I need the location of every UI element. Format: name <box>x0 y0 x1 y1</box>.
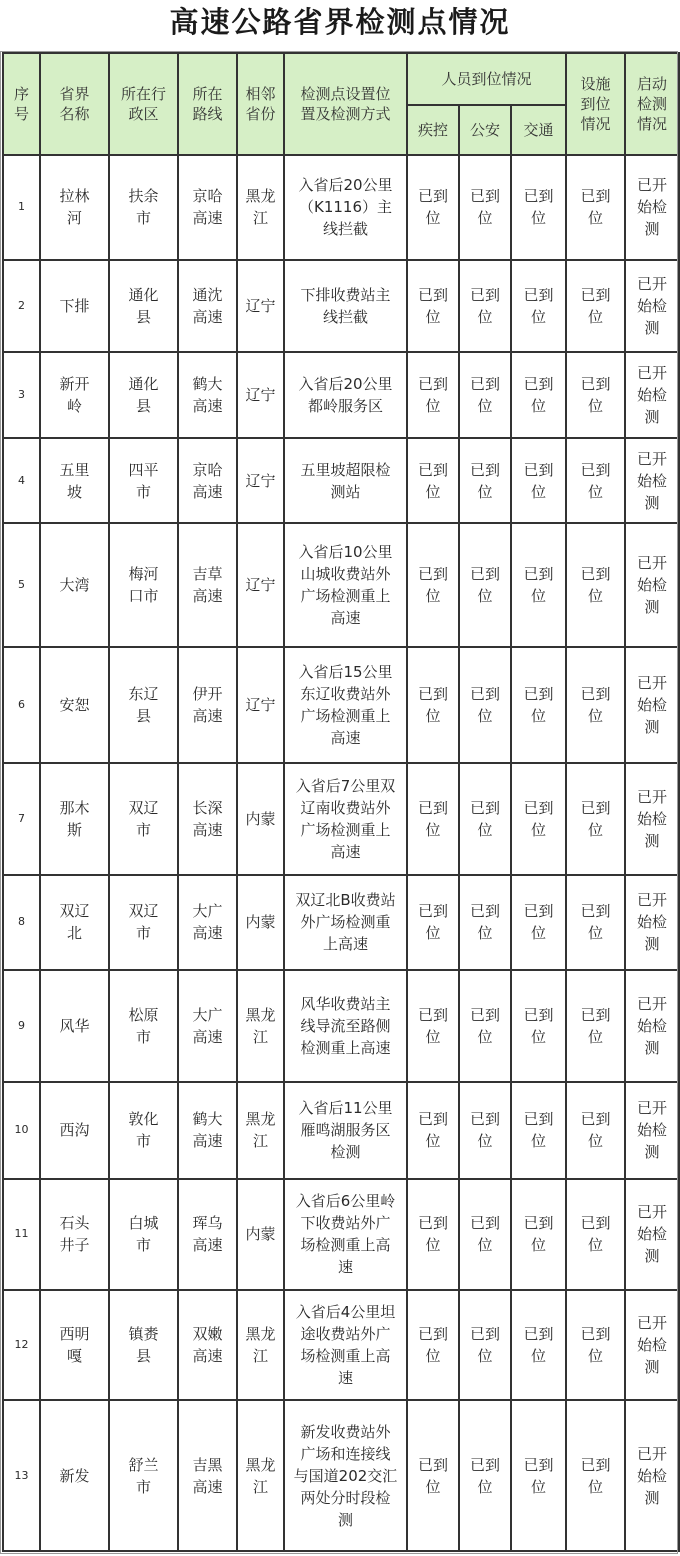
cell-disease-control: 已到位 <box>407 763 459 875</box>
cell-district: 东辽县 <box>109 647 178 763</box>
cell-district: 白城市 <box>109 1179 178 1290</box>
header-district: 所在行政区 <box>109 53 178 155</box>
cell-disease-control: 已到位 <box>407 647 459 763</box>
table-row <box>3 438 679 522</box>
table-row <box>3 647 679 763</box>
cell-method: 入省后10公里山城收费站外广场检测重上高速 <box>284 523 407 648</box>
cell-facilities: 已到位 <box>566 438 625 522</box>
cell-traffic: 已到位 <box>511 155 566 260</box>
cell-adjacent: 黑龙江 <box>237 1082 284 1179</box>
cell-route: 通沈高速 <box>178 260 237 352</box>
cell-index: 11 <box>3 1179 40 1290</box>
cell-start: 已开始检测 <box>625 352 679 438</box>
cell-boundary: 风华 <box>40 970 109 1082</box>
cell-district: 舒兰市 <box>109 1400 178 1551</box>
cell-police: 已到位 <box>459 1290 511 1401</box>
page-title: 高速公路省界检测点情况 <box>169 5 511 39</box>
cell-adjacent: 黑龙江 <box>237 1400 284 1551</box>
cell-route: 吉黑高速 <box>178 1400 237 1551</box>
cell-route: 长深高速 <box>178 763 237 875</box>
cell-adjacent: 内蒙 <box>237 763 284 875</box>
cell-route: 珲乌高速 <box>178 1179 237 1290</box>
table-row <box>3 763 679 875</box>
header-personnel: 人员到位情况 <box>407 53 566 105</box>
cell-district: 松原市 <box>109 970 178 1082</box>
cell-start: 已开始检测 <box>625 1082 679 1179</box>
cell-disease-control: 已到位 <box>407 875 459 970</box>
cell-start: 已开始检测 <box>625 1179 679 1290</box>
cell-disease-control: 已到位 <box>407 523 459 648</box>
cell-disease-control: 已到位 <box>407 970 459 1082</box>
cell-method: 入省后7公里双辽南收费站外广场检测重上高速 <box>284 763 407 875</box>
cell-police: 已到位 <box>459 155 511 260</box>
table-row <box>3 970 679 1082</box>
cell-police: 已到位 <box>459 523 511 648</box>
cell-police: 已到位 <box>459 647 511 763</box>
cell-start: 已开始检测 <box>625 763 679 875</box>
cell-police: 已到位 <box>459 1082 511 1179</box>
cell-boundary: 拉林河 <box>40 155 109 260</box>
cell-district: 扶余市 <box>109 155 178 260</box>
cell-facilities: 已到位 <box>566 875 625 970</box>
cell-route: 鹤大高速 <box>178 1082 237 1179</box>
cell-route: 京哈高速 <box>178 438 237 522</box>
cell-disease-control: 已到位 <box>407 1082 459 1179</box>
cell-traffic: 已到位 <box>511 260 566 352</box>
cell-facilities: 已到位 <box>566 352 625 438</box>
cell-method: 下排收费站主线拦截 <box>284 260 407 352</box>
cell-district: 通化县 <box>109 352 178 438</box>
cell-facilities: 已到位 <box>566 1179 625 1290</box>
table-row <box>3 875 679 970</box>
cell-facilities: 已到位 <box>566 647 625 763</box>
cell-police: 已到位 <box>459 970 511 1082</box>
cell-index: 4 <box>3 438 40 522</box>
table-row <box>3 155 679 260</box>
table-row <box>3 1179 679 1290</box>
cell-facilities: 已到位 <box>566 763 625 875</box>
cell-disease-control: 已到位 <box>407 438 459 522</box>
cell-method: 入省后15公里东辽收费站外广场检测重上高速 <box>284 647 407 763</box>
table-row <box>3 1082 679 1179</box>
cell-district: 镇赉县 <box>109 1290 178 1401</box>
header-disease-control: 疾控 <box>407 105 459 155</box>
cell-route: 京哈高速 <box>178 155 237 260</box>
cell-police: 已到位 <box>459 352 511 438</box>
cell-disease-control: 已到位 <box>407 352 459 438</box>
table-row <box>3 260 679 352</box>
cell-method: 入省后6公里岭下收费站外广场检测重上高速 <box>284 1179 407 1290</box>
cell-boundary: 双辽北 <box>40 875 109 970</box>
cell-district: 通化县 <box>109 260 178 352</box>
cell-disease-control: 已到位 <box>407 1179 459 1290</box>
cell-traffic: 已到位 <box>511 1179 566 1290</box>
cell-disease-control: 已到位 <box>407 155 459 260</box>
cell-traffic: 已到位 <box>511 763 566 875</box>
cell-adjacent: 辽宁 <box>237 260 284 352</box>
cell-boundary: 下排 <box>40 260 109 352</box>
cell-disease-control: 已到位 <box>407 1400 459 1551</box>
cell-district: 双辽市 <box>109 875 178 970</box>
cell-traffic: 已到位 <box>511 1400 566 1551</box>
cell-index: 5 <box>3 523 40 648</box>
cell-adjacent: 黑龙江 <box>237 155 284 260</box>
cell-method: 入省后11公里雁鸣湖服务区检测 <box>284 1082 407 1179</box>
cell-method: 入省后4公里坦途收费站外广场检测重上高速 <box>284 1290 407 1401</box>
header-method: 检测点设置位置及检测方式 <box>284 53 407 155</box>
cell-index: 9 <box>3 970 40 1082</box>
cell-route: 大广高速 <box>178 875 237 970</box>
cell-index: 12 <box>3 1290 40 1401</box>
cell-method: 双辽北B收费站外广场检测重上高速 <box>284 875 407 970</box>
header-facilities: 设施到位情况 <box>566 53 625 155</box>
cell-start: 已开始检测 <box>625 875 679 970</box>
cell-police: 已到位 <box>459 875 511 970</box>
cell-boundary: 新发 <box>40 1400 109 1551</box>
cell-start: 已开始检测 <box>625 1400 679 1551</box>
cell-index: 10 <box>3 1082 40 1179</box>
cell-district: 梅河口市 <box>109 523 178 648</box>
cell-facilities: 已到位 <box>566 1290 625 1401</box>
cell-traffic: 已到位 <box>511 352 566 438</box>
cell-method: 入省后20公里都岭服务区 <box>284 352 407 438</box>
cell-start: 已开始检测 <box>625 438 679 522</box>
cell-traffic: 已到位 <box>511 875 566 970</box>
cell-traffic: 已到位 <box>511 1082 566 1179</box>
cell-start: 已开始检测 <box>625 523 679 648</box>
cell-adjacent: 辽宁 <box>237 647 284 763</box>
cell-traffic: 已到位 <box>511 523 566 648</box>
cell-adjacent: 内蒙 <box>237 875 284 970</box>
cell-start: 已开始检测 <box>625 1290 679 1401</box>
cell-adjacent: 黑龙江 <box>237 1290 284 1401</box>
cell-traffic: 已到位 <box>511 647 566 763</box>
cell-adjacent: 辽宁 <box>237 438 284 522</box>
cell-index: 3 <box>3 352 40 438</box>
cell-adjacent: 辽宁 <box>237 523 284 648</box>
cell-district: 双辽市 <box>109 763 178 875</box>
cell-method: 五里坡超限检测站 <box>284 438 407 522</box>
cell-route: 吉草高速 <box>178 523 237 648</box>
table-row <box>3 352 679 438</box>
cell-facilities: 已到位 <box>566 260 625 352</box>
cell-route: 鹤大高速 <box>178 352 237 438</box>
header-start: 启动检测情况 <box>625 53 679 155</box>
cell-police: 已到位 <box>459 1179 511 1290</box>
cell-start: 已开始检测 <box>625 155 679 260</box>
cell-boundary: 那木斯 <box>40 763 109 875</box>
cell-district: 敦化市 <box>109 1082 178 1179</box>
cell-disease-control: 已到位 <box>407 260 459 352</box>
cell-police: 已到位 <box>459 763 511 875</box>
cell-boundary: 新开岭 <box>40 352 109 438</box>
cell-boundary: 大湾 <box>40 523 109 648</box>
header-index: 序号 <box>3 53 40 155</box>
cell-police: 已到位 <box>459 260 511 352</box>
header-police: 公安 <box>459 105 511 155</box>
cell-facilities: 已到位 <box>566 155 625 260</box>
cell-facilities: 已到位 <box>566 970 625 1082</box>
cell-method: 风华收费站主线导流至路侧检测重上高速 <box>284 970 407 1082</box>
cell-route: 伊开高速 <box>178 647 237 763</box>
table-row <box>3 523 679 648</box>
cell-route: 双嫩高速 <box>178 1290 237 1401</box>
table-row <box>3 1400 679 1551</box>
cell-boundary: 石头井子 <box>40 1179 109 1290</box>
cell-index: 13 <box>3 1400 40 1551</box>
cell-facilities: 已到位 <box>566 523 625 648</box>
table-body <box>3 155 679 1551</box>
cell-police: 已到位 <box>459 438 511 522</box>
cell-adjacent: 内蒙 <box>237 1179 284 1290</box>
header-route: 所在路线 <box>178 53 237 155</box>
header-adjacent: 相邻省份 <box>237 53 284 155</box>
cell-index: 8 <box>3 875 40 970</box>
cell-method: 新发收费站外广场和连接线与国道202交汇两处分时段检测 <box>284 1400 407 1551</box>
cell-boundary: 安恕 <box>40 647 109 763</box>
cell-boundary: 五里坡 <box>40 438 109 522</box>
cell-route: 大广高速 <box>178 970 237 1082</box>
cell-boundary: 西明嘎 <box>40 1290 109 1401</box>
cell-boundary: 西沟 <box>40 1082 109 1179</box>
cell-adjacent: 辽宁 <box>237 352 284 438</box>
cell-start: 已开始检测 <box>625 260 679 352</box>
cell-index: 7 <box>3 763 40 875</box>
cell-method: 入省后20公里（K1116）主线拦截 <box>284 155 407 260</box>
cell-district: 四平市 <box>109 438 178 522</box>
cell-index: 6 <box>3 647 40 763</box>
checkpoint-table <box>2 52 680 1552</box>
cell-traffic: 已到位 <box>511 438 566 522</box>
table-row <box>3 1290 679 1401</box>
cell-index: 1 <box>3 155 40 260</box>
cell-facilities: 已到位 <box>566 1400 625 1551</box>
cell-traffic: 已到位 <box>511 970 566 1082</box>
cell-start: 已开始检测 <box>625 647 679 763</box>
header-traffic: 交通 <box>511 105 566 155</box>
cell-facilities: 已到位 <box>566 1082 625 1179</box>
cell-adjacent: 黑龙江 <box>237 970 284 1082</box>
cell-police: 已到位 <box>459 1400 511 1551</box>
cell-disease-control: 已到位 <box>407 1290 459 1401</box>
cell-traffic: 已到位 <box>511 1290 566 1401</box>
header-boundary: 省界名称 <box>40 53 109 155</box>
cell-index: 2 <box>3 260 40 352</box>
cell-start: 已开始检测 <box>625 970 679 1082</box>
